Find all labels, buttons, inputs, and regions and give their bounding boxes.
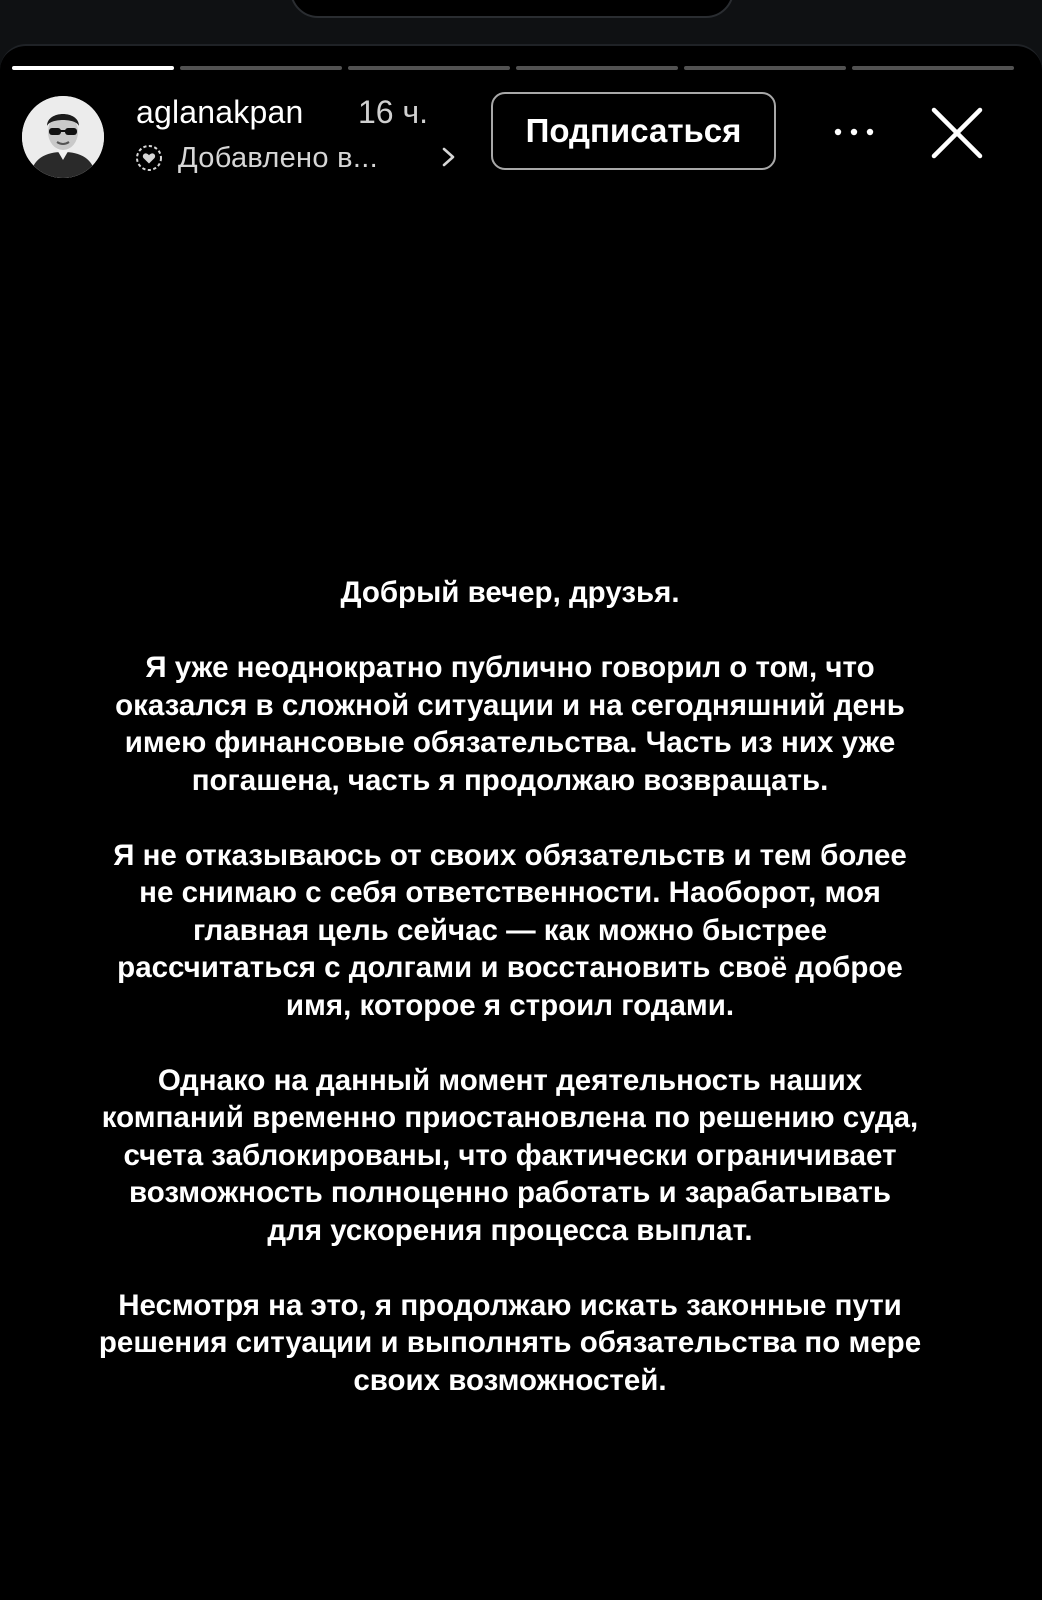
message-line: своих возможностей. <box>353 1363 667 1397</box>
message-line: погашена, часть я продолжаю возвращать. <box>191 763 829 797</box>
chevron-right-icon[interactable] <box>438 142 460 172</box>
avatar[interactable] <box>22 96 104 178</box>
message-line: Я не отказываюсь от своих обязательств и тем более <box>113 838 907 872</box>
follow-button[interactable]: Подписаться <box>491 92 776 170</box>
heart-circle-icon <box>134 143 164 173</box>
message-paragraph <box>40 1062 980 1250</box>
message-line: Несмотря на это, я продолжаю искать законные пути <box>118 1288 902 1322</box>
message-line: главная цель сейчас — как можно быстрее <box>192 913 828 947</box>
message-line: Я уже неоднократно публично говорил о том, что <box>145 651 875 684</box>
message-line: рассчитаться с долгами и восстановить своё доброе <box>117 951 903 984</box>
message-paragraph <box>40 837 980 1025</box>
progress-segment <box>348 66 510 70</box>
progress-segment <box>180 66 342 70</box>
progress-segment <box>684 66 846 70</box>
message-paragraph <box>40 1287 980 1400</box>
message-line: Однако на данный момент деятельность наших <box>157 1063 863 1097</box>
story-username[interactable]: aglanakpan <box>136 94 304 130</box>
message-line: имею финансовые обязательства. Часть из них уже <box>124 726 896 759</box>
message-line: возможность полноценно работать и зарабатывать <box>128 1176 891 1209</box>
story-viewer[interactable] <box>0 44 1042 1600</box>
added-to-highlight[interactable] <box>134 138 378 178</box>
added-to-label: Добавлено в... <box>178 141 378 174</box>
story-message <box>40 574 980 1399</box>
progress-segment <box>852 66 1014 70</box>
progress-segment <box>12 66 174 70</box>
more-horizontal-icon[interactable] <box>826 114 882 150</box>
avatar-photo <box>22 96 104 178</box>
message-paragraph <box>40 649 980 799</box>
story-timestamp: 16 ч. <box>358 94 429 130</box>
message-paragraph <box>40 574 980 612</box>
close-icon[interactable] <box>926 102 988 164</box>
story-progress-bar <box>12 66 1014 70</box>
message-line: имя, которое я строил годами. <box>285 988 735 1022</box>
message-line: оказался в сложной ситуации и на сегодняшний день <box>115 688 905 722</box>
message-line: не снимаю с себя ответственности. Наоборот, моя <box>139 876 881 909</box>
message-line: Добрый вечер, друзья. <box>340 576 680 609</box>
message-line: компаний временно приостановлена по решению суда, <box>101 1101 919 1134</box>
progress-segment <box>516 66 678 70</box>
message-line: для ускорения процесса выплат. <box>267 1213 753 1247</box>
device-notch <box>290 0 734 18</box>
message-line: счета заблокированы, что фактически ограничивает <box>123 1138 897 1172</box>
message-line: решения ситуации и выполнять обязательства по мере <box>98 1326 922 1359</box>
